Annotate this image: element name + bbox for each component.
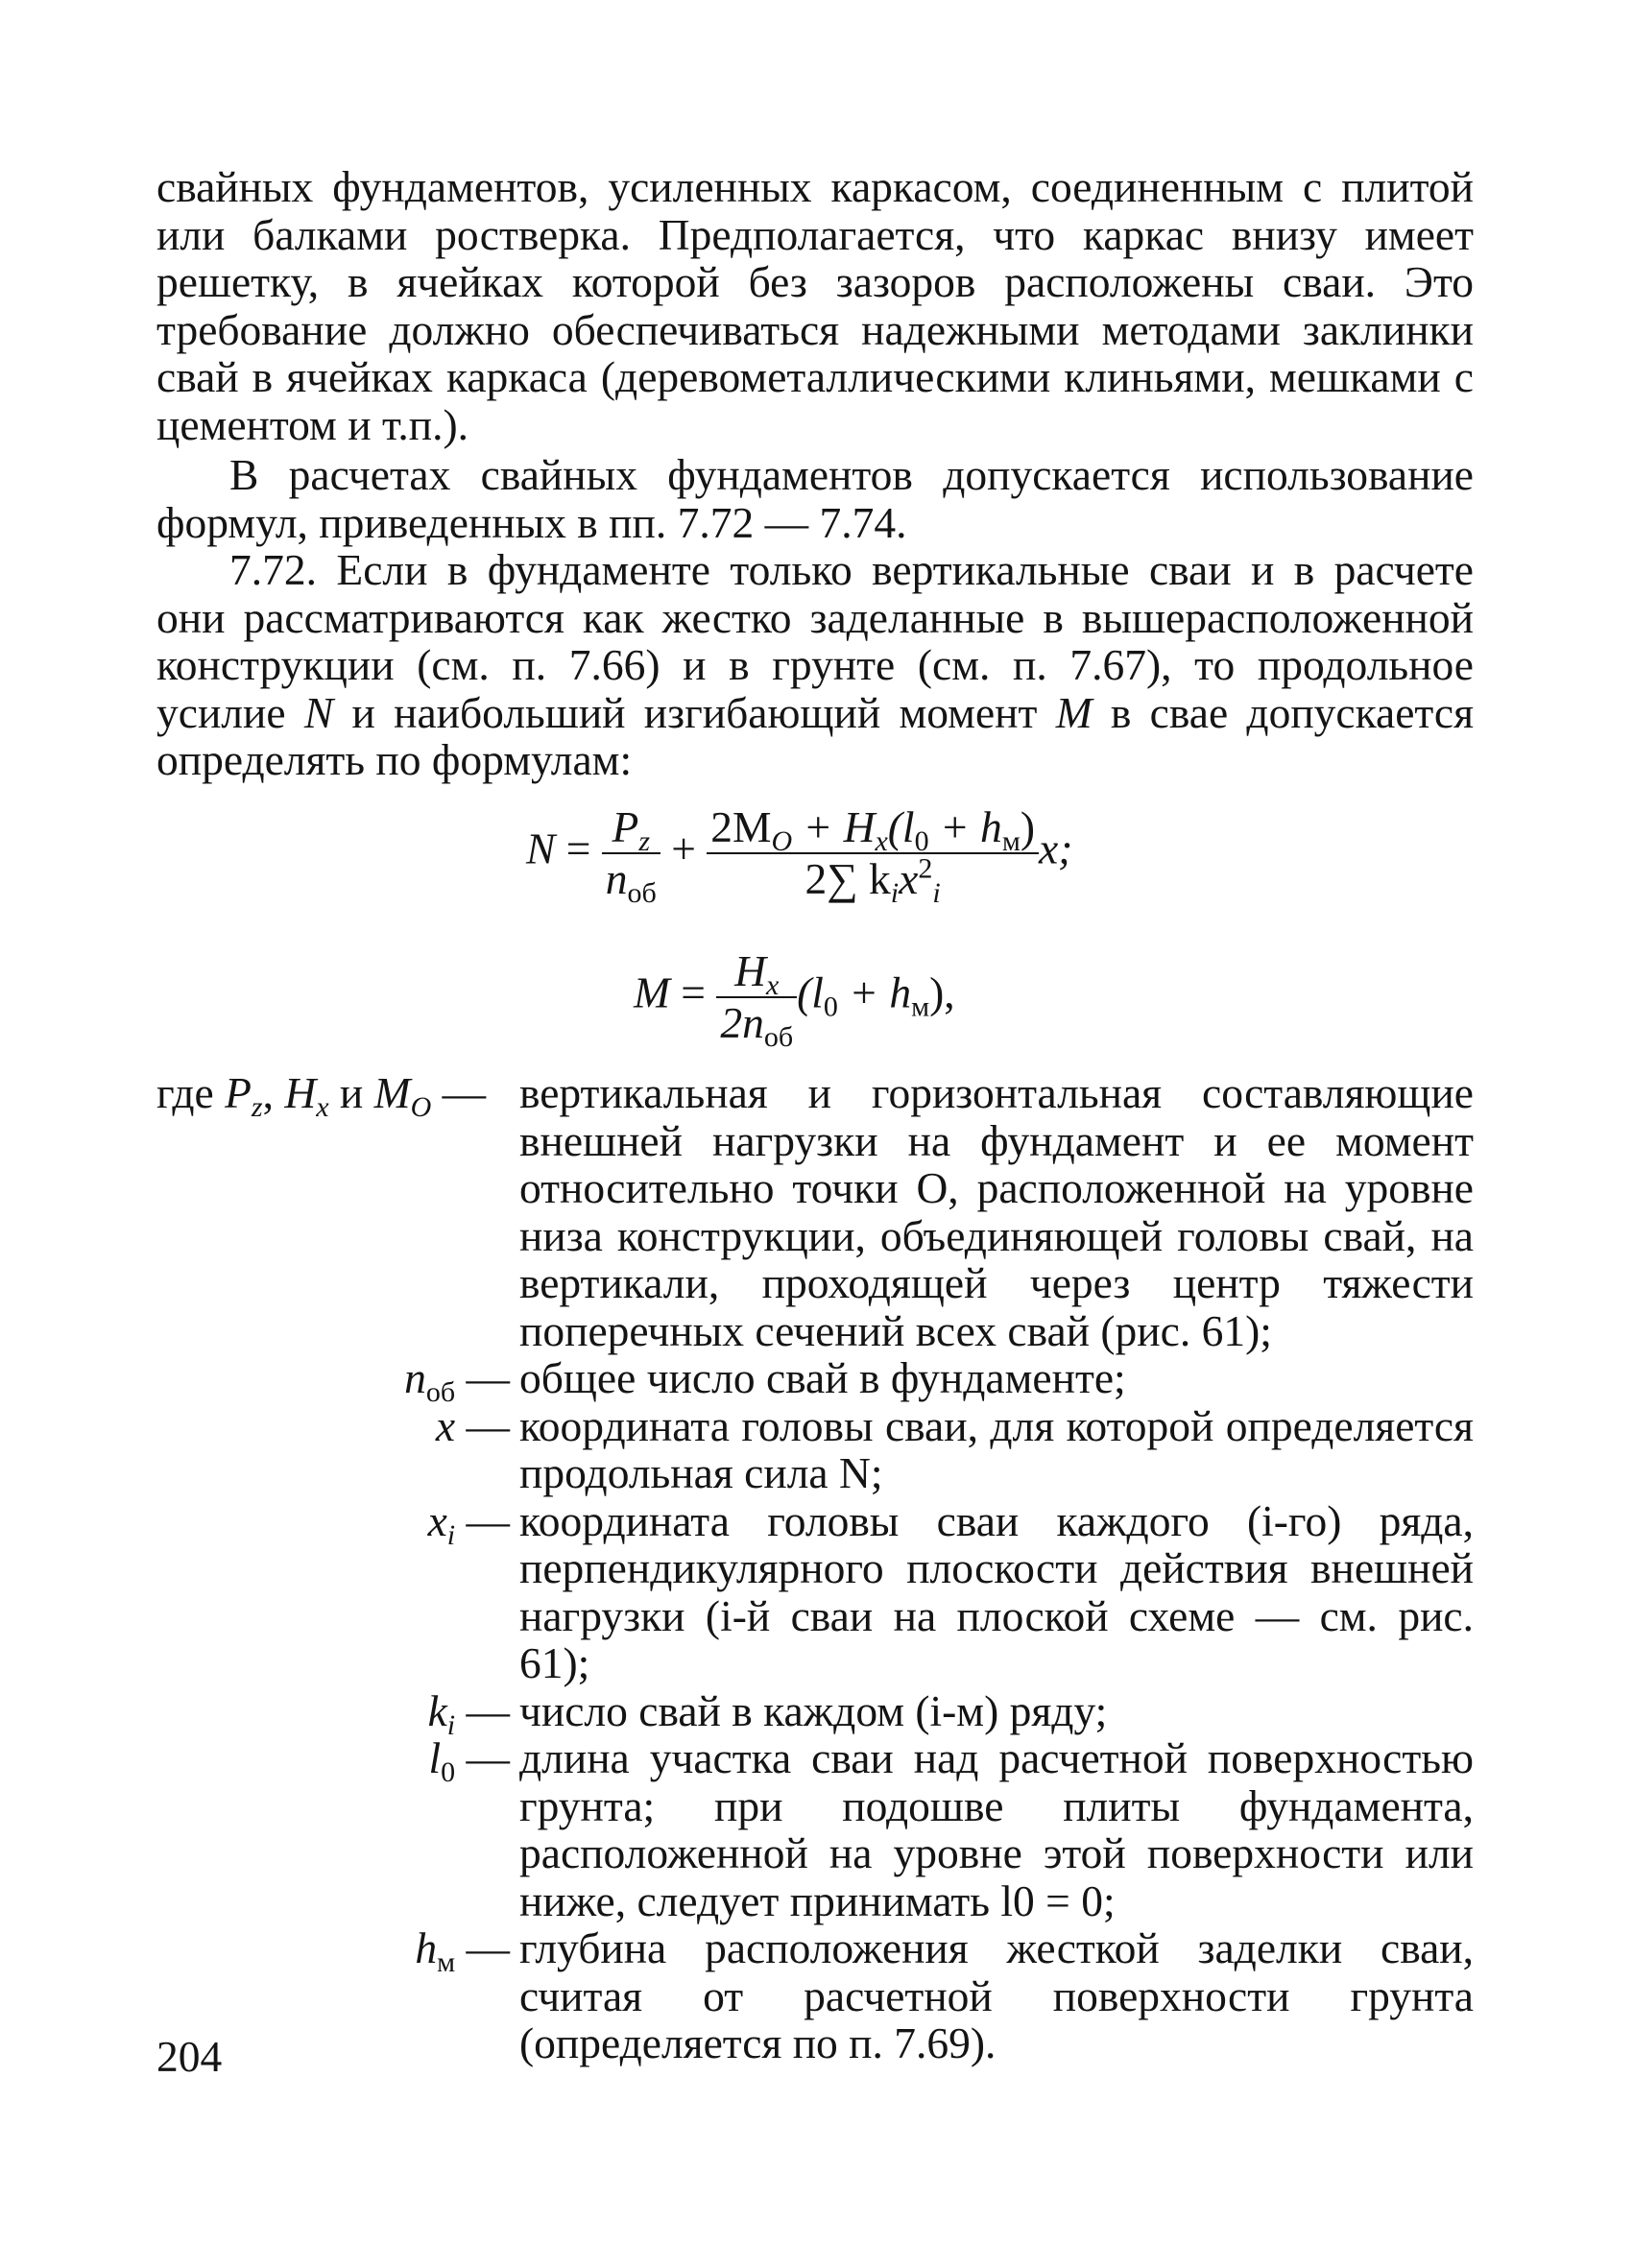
frac2-den-sum-k: 2∑ k [804, 854, 891, 903]
definition-desc: координата головы сваи каждого (i-го) ряда, перпендикулярного плоскости действия внешней нагрузки (i-й сваи на плоской схеме — см. рис. 61); [519, 1495, 1474, 1687]
fracM-den-2n: 2n [720, 998, 764, 1047]
definition-desc: координата головы сваи, для которой определяется продольная сила N; [519, 1400, 1474, 1497]
frac2-num-sub-m: м [1001, 825, 1021, 857]
definition-term [156, 1495, 519, 1551]
formula-M-plus-sub: м [911, 991, 930, 1023]
formula-N [526, 802, 1073, 909]
def3-term: x [427, 1495, 447, 1545]
definition-row [156, 1497, 1474, 1687]
def3-term-sub: i [446, 1518, 456, 1551]
def0-comma: , [262, 1068, 285, 1117]
frac2-num-sub-O: O [771, 825, 793, 857]
definition-desc: длина участка сваи над расчетной поверхностью грунта; при подошве плиты фундамента, расположенной на уровне этой поверхности или ниже, следует принимать l0 = 0; [519, 1733, 1474, 1925]
formula-N-fraction-1 [602, 802, 660, 909]
paragraph-intro [156, 163, 1474, 448]
definition-row [156, 1734, 1474, 1924]
paragraph-intro-text: свайных фундаментов, усиленных каркасом, соединенным с плитой или балками ростверка. Предполагается, что каркас внизу имеет решетку, в ячейках которой без зазоров расположены сваи. Это требование должно обеспечиваться надежными методами заклинки свай в ячейках каркаса (деревометаллическими клиньями, мешками с цементом и т.п.). [156, 162, 1474, 449]
def4-term-sub: i [446, 1708, 456, 1741]
def6-dash: — [455, 1923, 510, 1972]
paragraph-7-72-text-c: в свае допускается определять по формулам: [156, 687, 1474, 784]
frac2-num-sub-0: 0 [914, 825, 929, 857]
def0-and: и [328, 1068, 374, 1117]
def6-term: h [415, 1923, 438, 1972]
frac2-num-sub-x: x [875, 825, 888, 857]
def2-dash: — [455, 1400, 510, 1450]
formula-N-lhs: N [526, 824, 556, 873]
symbol-N: N [303, 687, 334, 737]
def1-term-sub: об [425, 1376, 456, 1408]
definition-row [156, 1402, 1474, 1497]
def2-term: x [435, 1400, 456, 1450]
formula-M-paren-l: (l [797, 967, 824, 1017]
fracM-den-sub: об [763, 1021, 794, 1053]
def0-M-sub: O [410, 1091, 432, 1123]
frac2-num-h: + h [928, 802, 1002, 851]
frac2-num-l: (l [887, 802, 915, 851]
def3-dash: — [455, 1495, 510, 1545]
formula-M-close: ), [929, 967, 955, 1017]
definition-term [156, 1733, 519, 1788]
frac1-den-n: n [605, 854, 628, 903]
definition-row [156, 1924, 1474, 2067]
formula-N-tail: x; [1038, 824, 1073, 873]
def0-H-sub: x [316, 1091, 329, 1123]
frac2-den-sub-i: i [890, 877, 900, 909]
frac1-num-P: P [612, 802, 639, 851]
definition-row [156, 1685, 1474, 1741]
definition-term [156, 1353, 519, 1408]
paragraph-formulas-note [156, 451, 1474, 546]
def5-term: l [428, 1733, 442, 1782]
page-number: 204 [156, 2032, 223, 2081]
def5-dash: — [455, 1733, 510, 1782]
paragraph-formulas-note-text: В расчетах свайных фундаментов допускается использование формул, приведенных в пп. 7.72 — 7.74. [156, 450, 1474, 547]
def0-M: M [373, 1068, 411, 1117]
formula-N-fraction-2 [707, 802, 1039, 909]
definition-desc: число свай в каждом (i-м) ряду; [519, 1685, 1108, 1735]
definition-term [156, 1923, 519, 1978]
definition-desc: вертикальная и горизонтальная составляющие внешней нагрузки на фундамент и ее момент относительно точки O, расположенной на уровне низа конструкции, объединяющей головы свай, на вертикали, проходящей через центр тяжести поперечных сечений всех свай (рис. 61); [519, 1068, 1474, 1355]
definition-term [156, 1068, 519, 1123]
formula-M [634, 946, 955, 1053]
def0-P: P [225, 1068, 252, 1117]
def4-dash: — [455, 1685, 510, 1735]
definition-desc: общее число свай в фундаменте; [519, 1353, 1126, 1402]
definition-row [156, 1069, 1474, 1354]
definitions-list [156, 1069, 1474, 2067]
formula-M-lhs: M [634, 967, 670, 1017]
paragraph-7-72-text-a: 7.72. Если в фундаменте только вертикальные сваи и в расчете они рассматриваются как жестко заделанные в вышерасположенной конструкции (см. п. 7.66) и в грунте (см. п. 7.67), то продольное усилие [156, 545, 1474, 737]
definition-term [156, 1685, 519, 1741]
paragraph-7-72-text-b: и наибольший изгибающий момент [333, 687, 1056, 737]
definition-desc: глубина расположения жесткой заделки сваи, считая от расчетной поверхности грунта (определяется по п. 7.69). [519, 1923, 1474, 2067]
formula-M-paren-sub: 0 [823, 991, 838, 1023]
formula-N-eq: = [555, 824, 591, 873]
frac1-num-sub: z [638, 825, 651, 857]
frac2-num-2M: 2M [710, 802, 772, 851]
frac1-den-sub: об [627, 877, 657, 909]
def0-H: H [284, 1068, 317, 1117]
frac2-den-x: x [899, 854, 919, 903]
paragraph-7-72 [156, 546, 1474, 784]
formula-N-plus: + [660, 824, 708, 873]
frac2-den-sub2-i: i [932, 877, 941, 909]
frac2-den-sup-2: 2 [918, 852, 933, 885]
def5-term-sub: 0 [441, 1756, 456, 1788]
formula-M-fraction [716, 946, 797, 1053]
def0-prefix: где [156, 1068, 226, 1117]
fracM-num-sub-x: x [765, 969, 780, 1001]
def1-dash: — [455, 1353, 510, 1402]
def0-P-sub: z [251, 1091, 263, 1123]
def4-term: k [427, 1685, 447, 1735]
definition-term [156, 1402, 519, 1450]
def0-dash: — [431, 1068, 487, 1117]
symbol-M: M [1055, 687, 1093, 737]
formula-M-plus-h: + h [837, 967, 912, 1017]
frac2-num-close: ) [1020, 802, 1035, 851]
def6-term-sub: м [437, 1946, 456, 1978]
formula-M-eq: = [669, 967, 706, 1017]
frac2-num-H: + H [792, 802, 876, 851]
definition-row [156, 1353, 1474, 1408]
fracM-num-H: H [734, 946, 766, 995]
def1-term: n [404, 1353, 426, 1402]
